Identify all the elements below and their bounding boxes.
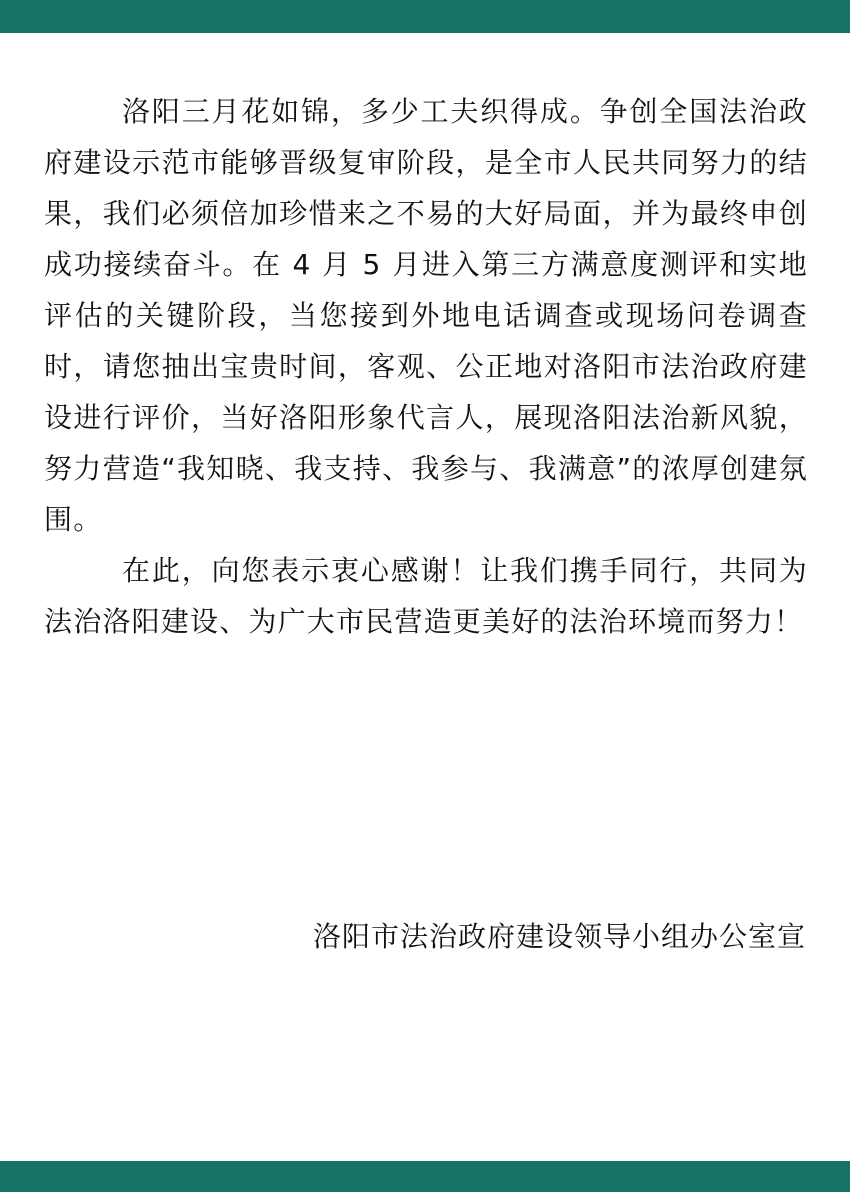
paragraph-appeal: 洛阳三月花如锦，多少工夫织得成。争创全国法治政府建设示范市能够晋级复审阶段，是全市人民共同努力的结果，我们必须倍加珍惜来之不易的大好局面，并为最终申创成功接续奋斗。在 4 月 5 月进入第三方满意度测评和实地评估的关键阶段，当您接到外地电话调查或现场问卷调查时，请您抽出宝贵时间，客观、公正地对洛阳市法治政府建设进行评价，当好洛阳形象代言人，展现洛阳法治新风貌，努力营造“我知晓、我支持、我参与、我满意”的浓厚创建氛围。 [44,95,808,536]
top-band [0,0,850,33]
signature: 洛阳市法治政府建设领导小组办公室宣 [312,920,806,953]
bottom-band [0,1161,850,1192]
letter-body [44,86,808,647]
paragraph-thanks: 在此，向您表示衷心感谢！让我们携手同行，共同为法治洛阳建设、为广大市民营造更美好的法治环境而努力！ [44,554,808,638]
